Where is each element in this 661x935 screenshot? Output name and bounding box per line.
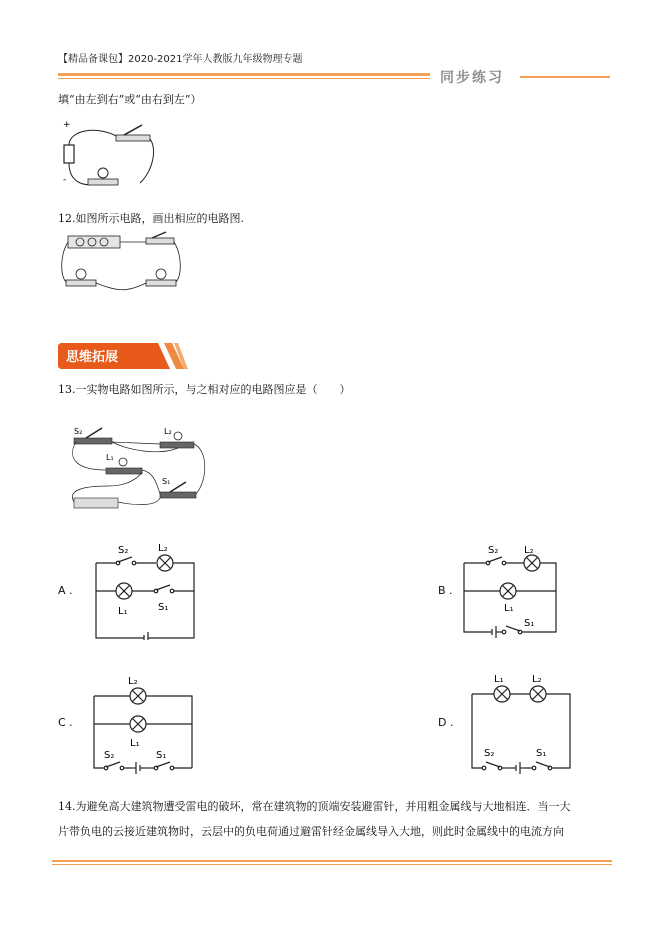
- option-a-label[interactable]: A .: [58, 584, 73, 597]
- svg-text:S₂: S₂: [118, 545, 129, 556]
- q14-line2: 片带负电的云接近建筑物时，云层中的负电荷通过避雷针经金属线导入大地，则此时金属线中的电流方向: [58, 825, 564, 838]
- svg-text:L₂: L₂: [532, 674, 542, 685]
- svg-text:S₁: S₁: [162, 477, 171, 486]
- switch-lever: [124, 125, 142, 135]
- header-divider-thin: [58, 78, 430, 79]
- q12-circuit-figure: [58, 230, 183, 295]
- section-tag: [58, 343, 188, 369]
- svg-text:S₁: S₁: [536, 748, 547, 759]
- svg-text:S₂: S₂: [488, 545, 499, 556]
- option-d-diagram[interactable]: [466, 666, 576, 776]
- svg-text:S₂: S₂: [74, 427, 83, 436]
- q13-text: 13.一实物电路如图所示，与之相对应的电路图应是（ ）: [58, 383, 351, 396]
- option-a-diagram[interactable]: [86, 538, 206, 640]
- header-divider: [58, 73, 430, 76]
- plus-sign: +: [63, 120, 71, 130]
- minus-sign: -: [63, 175, 67, 185]
- battery-box: [74, 498, 118, 508]
- svg-text:L₁: L₁: [504, 603, 514, 614]
- q13-circuit-figure: [68, 420, 218, 512]
- bulb-icon: [76, 269, 86, 279]
- footer-divider: [52, 860, 612, 862]
- header-tag: 同步练习: [440, 70, 504, 86]
- svg-text:L₁: L₁: [106, 453, 114, 462]
- svg-text:S₁: S₁: [524, 618, 535, 629]
- footer-divider-thin: [52, 864, 612, 865]
- option-b-label[interactable]: B .: [438, 584, 453, 597]
- option-b-diagram[interactable]: [456, 538, 566, 640]
- q12-text: 12.如图所示电路，画出相应的电路图.: [58, 212, 244, 225]
- switch-lever: [152, 232, 166, 238]
- option-d-label[interactable]: D .: [438, 716, 454, 729]
- bulb-icon: [156, 269, 166, 279]
- option-c-label[interactable]: C .: [58, 716, 73, 729]
- svg-text:S₂: S₂: [104, 750, 115, 761]
- svg-text:S₁: S₁: [156, 750, 167, 761]
- q14-line1: 14.为避免高大建筑物遭受雷电的破坏，常在建筑物的顶端安装避雷针，并用粗金属线与大地相连．当一大: [58, 800, 571, 813]
- svg-text:L₂: L₂: [158, 543, 168, 554]
- header-title: 【精品备课包】2020-2021学年人教版九年级物理专题: [58, 54, 303, 65]
- svg-text:L₁: L₁: [130, 738, 140, 749]
- switch-base: [146, 238, 174, 244]
- svg-text:L₂: L₂: [164, 427, 172, 436]
- bulb-icon: [98, 168, 108, 178]
- svg-text:L₂: L₂: [128, 676, 138, 687]
- svg-text:L₁: L₁: [494, 674, 504, 685]
- section-label: 思维拓展: [66, 350, 119, 365]
- battery-icon: [64, 145, 74, 163]
- switch-base: [116, 135, 150, 141]
- option-c-diagram[interactable]: [84, 670, 204, 776]
- svg-text:L₂: L₂: [524, 545, 534, 556]
- header-tag-underline: [520, 76, 610, 78]
- q11-text: 填“由左到右”或“由右到左”）: [58, 93, 202, 106]
- svg-text:S₂: S₂: [484, 748, 495, 759]
- svg-text:L₁: L₁: [118, 606, 128, 617]
- bulb-base: [88, 179, 118, 185]
- svg-text:S₁: S₁: [158, 602, 169, 613]
- q11-circuit-figure: [58, 115, 158, 195]
